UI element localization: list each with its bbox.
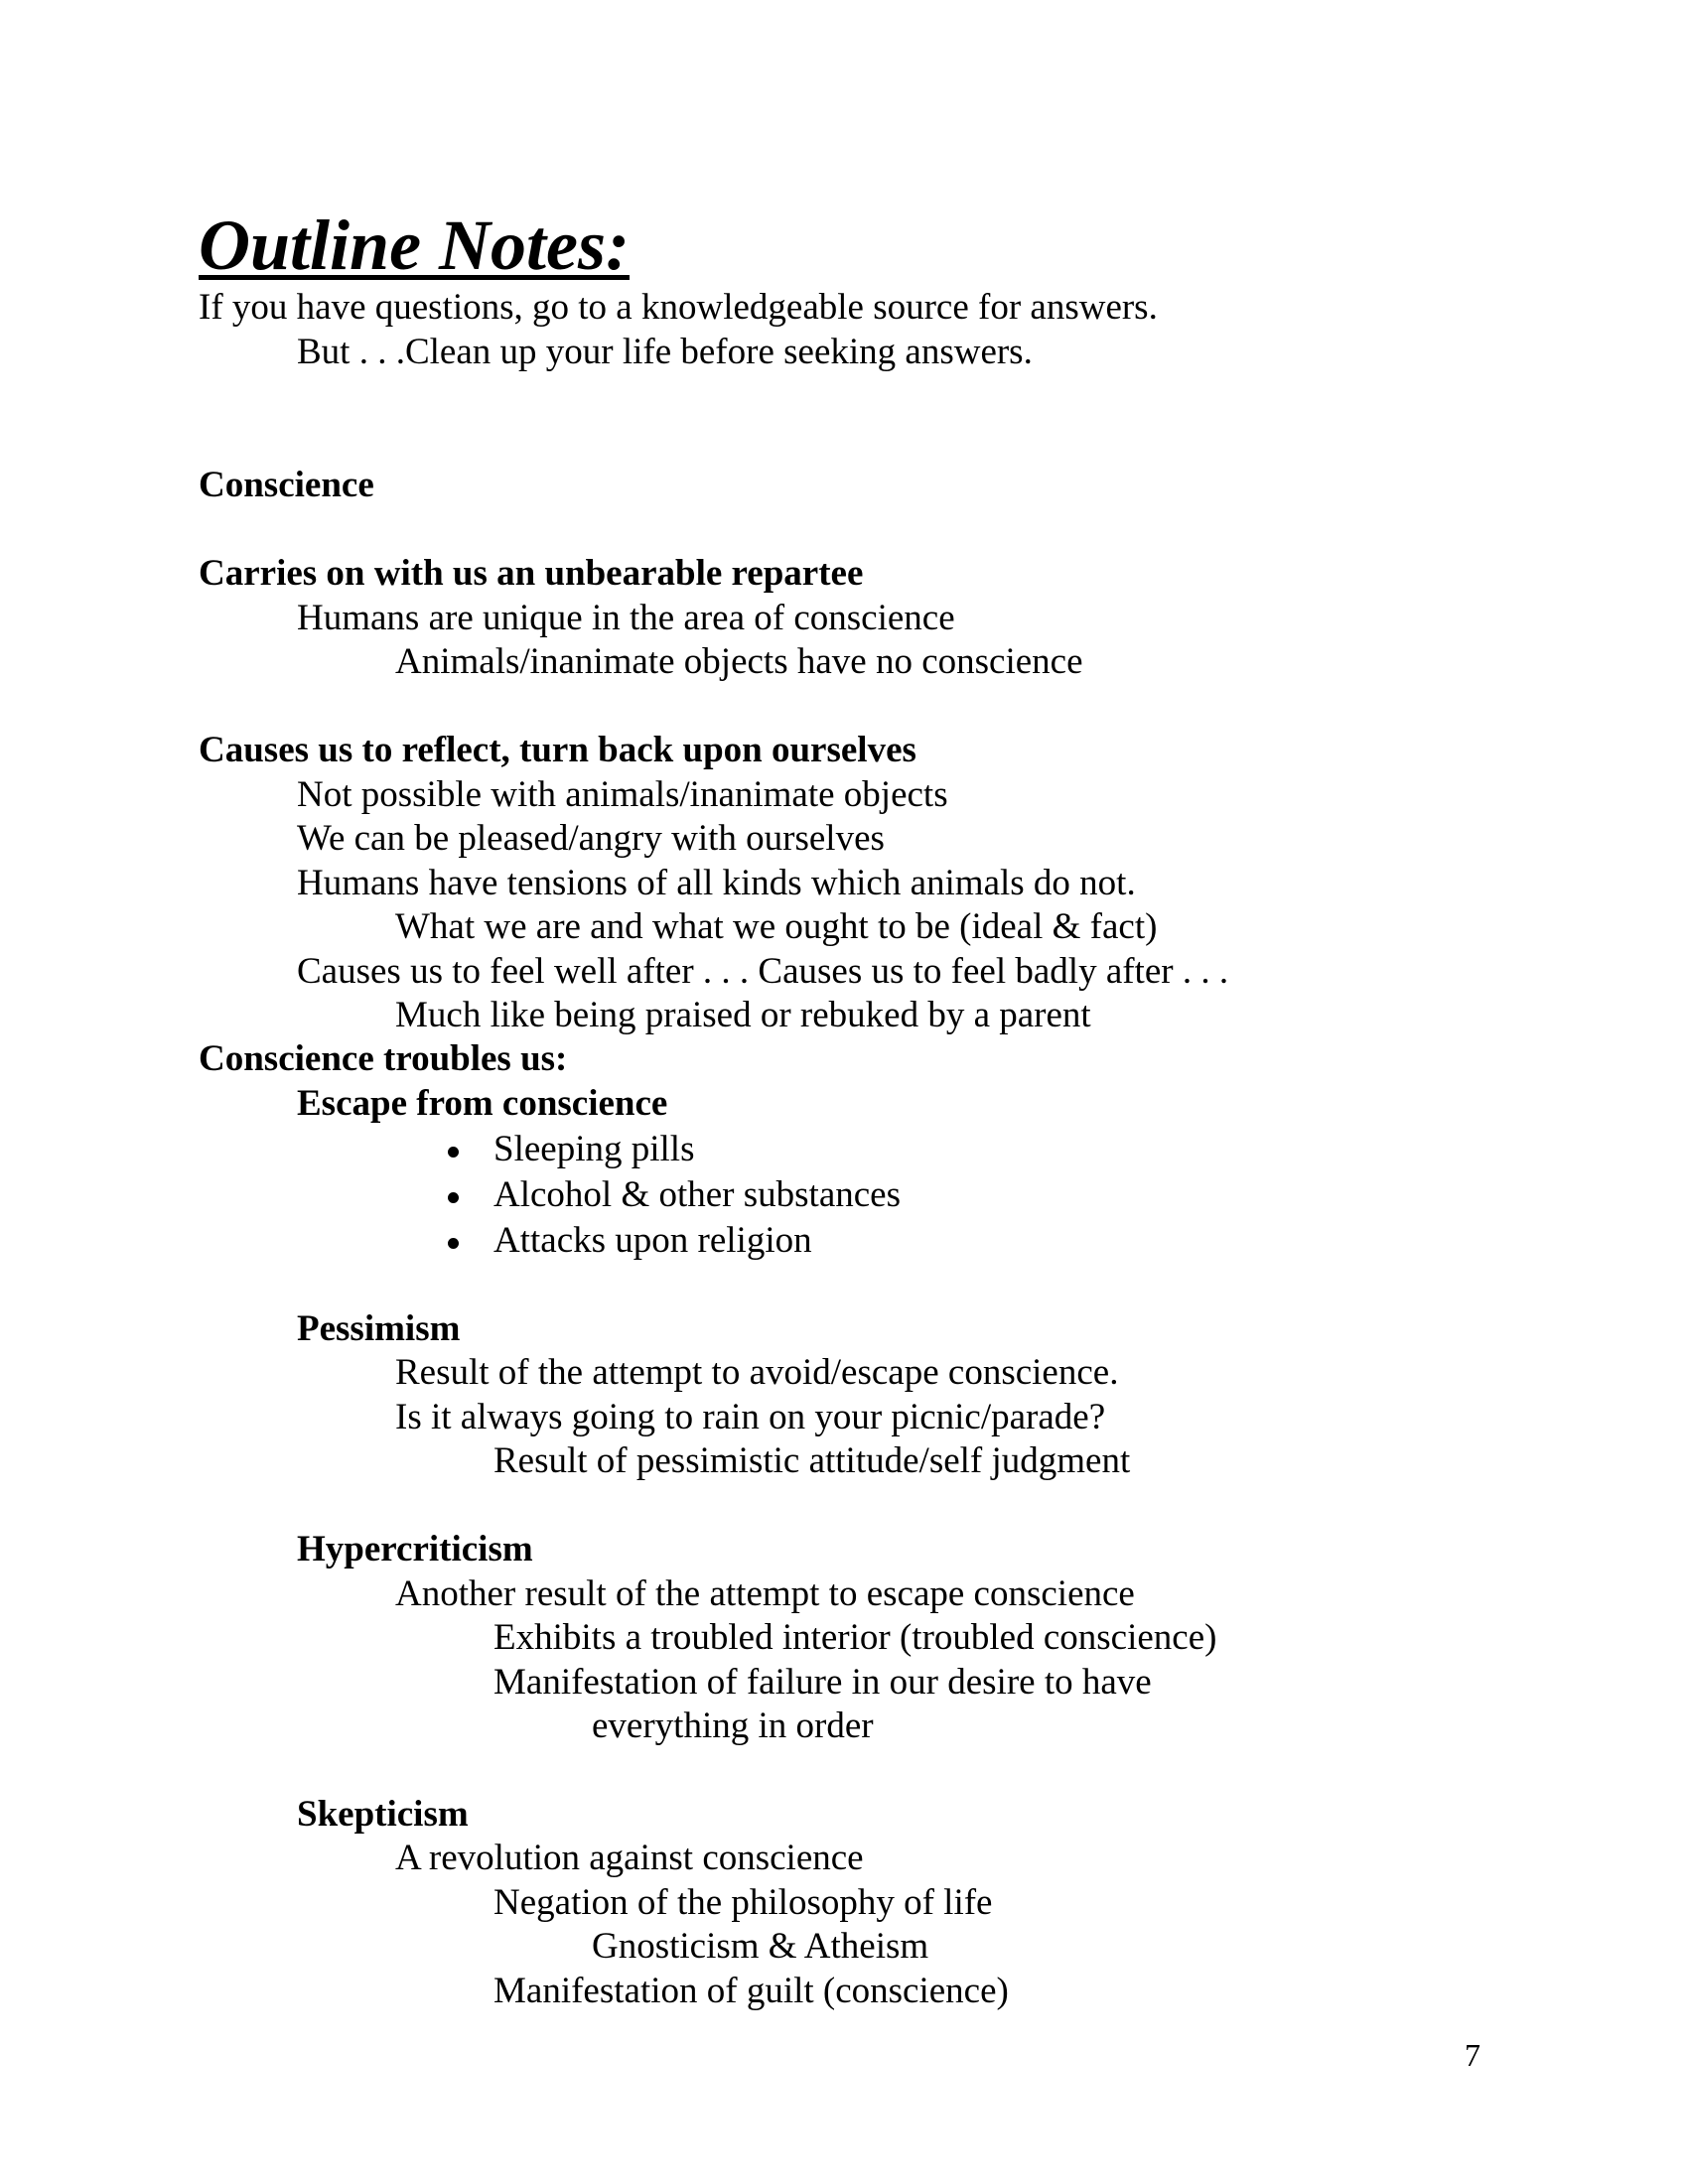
bullet-item: Alcohol & other substances (493, 1174, 901, 1215)
hypercriticism-line-2: Exhibits a troubled interior (troubled conscience) (493, 1617, 1217, 1658)
bullet-item: Sleeping pills (493, 1129, 695, 1169)
section1-line-2: Animals/inanimate objects have no conscience (395, 641, 1083, 682)
skepticism-line-1: A revolution against conscience (395, 1838, 864, 1878)
bullet-item: Attacks upon religion (493, 1220, 812, 1261)
hypercriticism-heading: Hypercriticism (297, 1529, 533, 1570)
section3-heading: Conscience troubles us: (199, 1038, 568, 1079)
conscience-heading: Conscience (199, 465, 374, 505)
section1-line-1: Humans are unique in the area of conscience (297, 598, 955, 638)
hypercriticism-line-1: Another result of the attempt to escape conscience (395, 1573, 1135, 1614)
skepticism-heading: Skepticism (297, 1794, 469, 1835)
section2-line-1: Not possible with animals/inanimate objects (297, 774, 948, 815)
hypercriticism-line-3: Manifestation of failure in our desire to have (493, 1662, 1152, 1703)
section2-line-2: We can be pleased/angry with ourselves (297, 818, 885, 859)
pessimism-line-1: Result of the attempt to avoid/escape conscience. (395, 1352, 1119, 1393)
hypercriticism-line-4: everything in order (592, 1706, 874, 1746)
bullet-icon (448, 1147, 459, 1158)
skepticism-line-4: Manifestation of guilt (conscience) (493, 1971, 1009, 2011)
section2-line-5: Causes us to feel well after . . . Causes us to feel badly after . . . (297, 951, 1229, 992)
escape-heading: Escape from conscience (297, 1083, 668, 1124)
pessimism-line-2: Is it always going to rain on your picnic/parade? (395, 1397, 1106, 1437)
skepticism-line-2: Negation of the philosophy of life (493, 1882, 993, 1923)
bullet-icon (448, 1238, 459, 1249)
section1-heading: Carries on with us an unbearable repartee (199, 553, 864, 594)
page-number: 7 (1465, 2037, 1480, 2073)
skepticism-line-3: Gnosticism & Atheism (592, 1926, 929, 1967)
pessimism-line-3: Result of pessimistic attitude/self judgment (493, 1440, 1131, 1481)
intro-line-1: If you have questions, go to a knowledgeable source for answers. (199, 287, 1158, 328)
section2-line-6: Much like being praised or rebuked by a parent (395, 995, 1091, 1035)
section2-line-4: What we are and what we ought to be (ideal & fact) (395, 906, 1158, 947)
pessimism-heading: Pessimism (297, 1308, 461, 1349)
bullet-icon (448, 1192, 459, 1203)
intro-line-2: But . . .Clean up your life before seeking answers. (297, 332, 1033, 372)
page-title: Outline Notes: (199, 205, 631, 285)
section2-heading: Causes us to reflect, turn back upon ourselves (199, 730, 916, 770)
section2-line-3: Humans have tensions of all kinds which animals do not. (297, 863, 1136, 903)
